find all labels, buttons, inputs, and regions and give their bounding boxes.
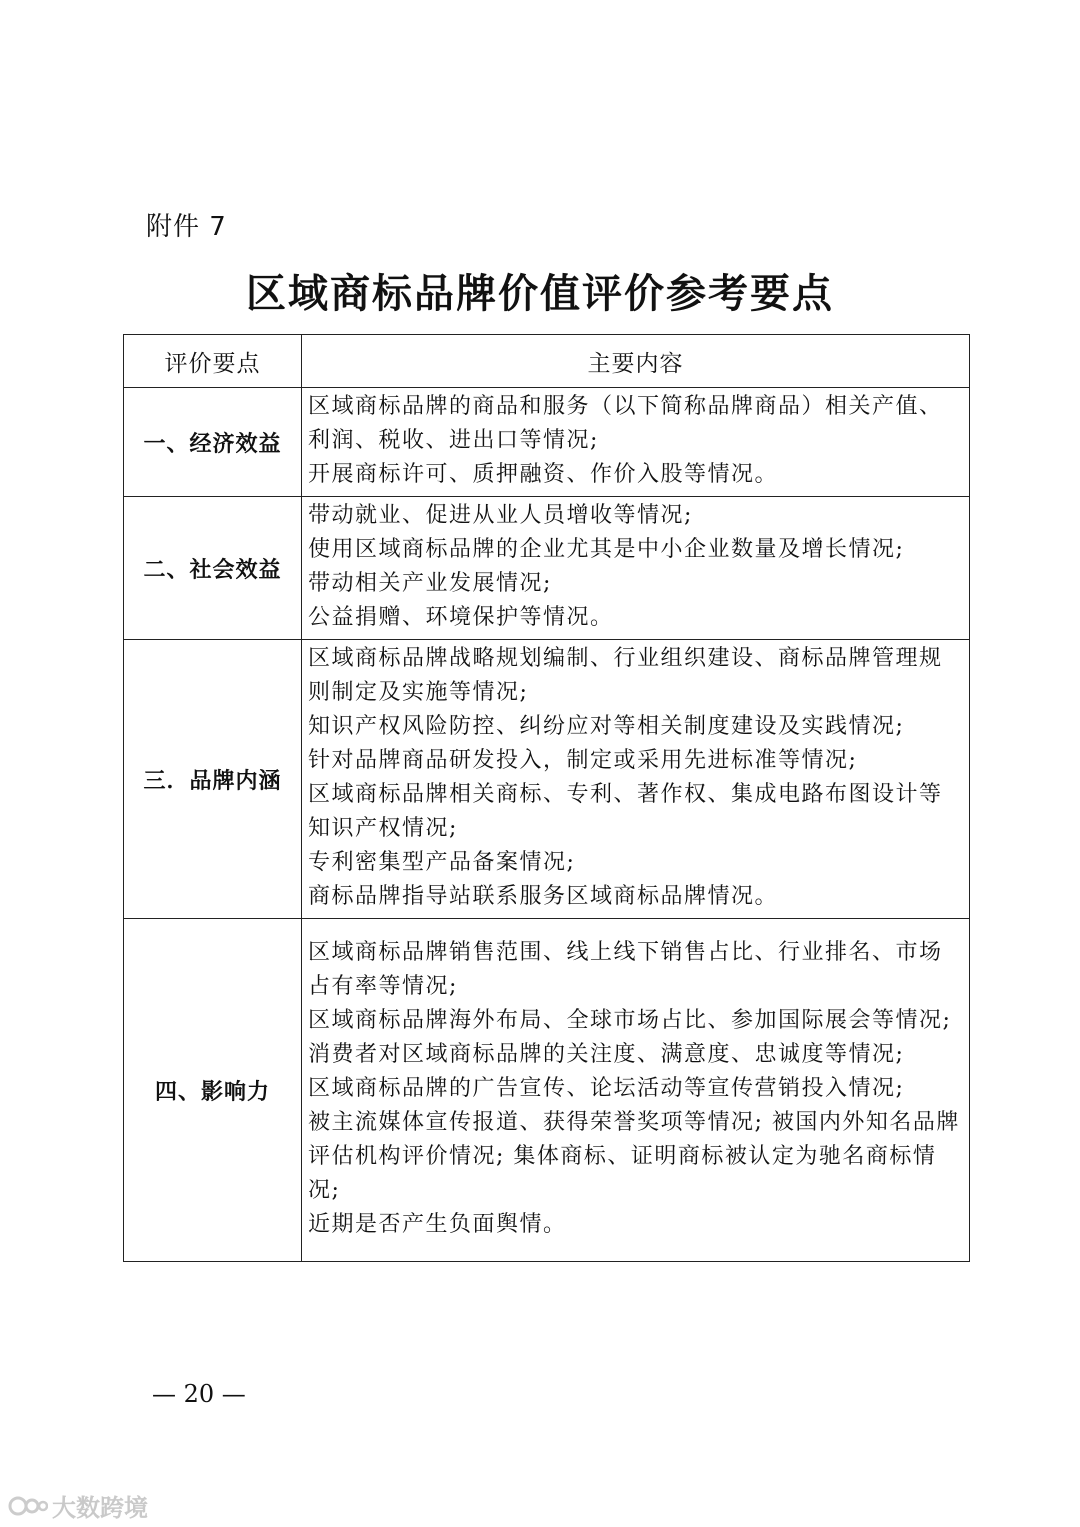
row-point-influence: 四、影响力: [124, 919, 302, 1262]
document-title: 区域商标品牌价值评价参考要点: [246, 271, 834, 317]
table-row: [124, 640, 970, 919]
table-header-row: [124, 335, 970, 388]
content-line: 带动相关产业发展情况;: [308, 571, 552, 596]
table-row: [124, 919, 970, 1262]
watermark-logo-icon: [8, 1493, 48, 1519]
content-line: 针对品牌商品研发投入，制定或采用先进标准等情况;: [308, 748, 858, 773]
content-line: 商标品牌指导站联系服务区域商标品牌情况。: [308, 884, 779, 909]
row-content-social: [302, 497, 970, 640]
content-line: 近期是否产生负面舆情。: [308, 1212, 567, 1237]
content-line: 专利密集型产品备案情况;: [308, 850, 576, 875]
content-line: 区域商标品牌的广告宣传、论坛活动等宣传营销投入情况;: [308, 1076, 905, 1101]
row-point-social: 二、社会效益: [124, 497, 302, 640]
row-point-economic: 一、经济效益: [124, 388, 302, 497]
attachment-label: 附件 7: [146, 212, 227, 242]
page-number: — 20 —: [152, 1380, 246, 1408]
content-line: 被主流媒体宣传报道、获得荣誉奖项等情况; 被国内外知名品牌评估机构评价情况; 集体商标、证明商标被认定为驰名商标情况;: [308, 1110, 960, 1203]
watermark-text: 大数跨境: [52, 1494, 148, 1522]
header-main-content: 主要内容: [302, 335, 970, 388]
content-line: 区域商标品牌战略规划编制、行业组织建设、商标品牌管理规则制定及实施等情况;: [308, 646, 943, 705]
content-line: 公益捐赠、环境保护等情况。: [308, 605, 614, 630]
row-content-brand-connotation: [302, 640, 970, 919]
evaluation-table: [123, 334, 970, 1262]
table-row: [124, 497, 970, 640]
content-line: 区域商标品牌相关商标、专利、著作权、集成电路布图设计等知识产权情况;: [308, 782, 943, 841]
content-line: 区域商标品牌海外布局、全球市场占比、参加国际展会等情况;: [308, 1008, 952, 1033]
content-line: 知识产权风险防控、纠纷应对等相关制度建设及实践情况;: [308, 714, 905, 739]
content-line: 消费者对区域商标品牌的关注度、满意度、忠诚度等情况;: [308, 1042, 905, 1067]
row-content-economic: [302, 388, 970, 497]
watermark: [8, 1488, 148, 1523]
content-line: 区域商标品牌的商品和服务（以下简称品牌商品）相关产值、利润、税收、进出口等情况;: [308, 394, 943, 453]
table-row: [124, 388, 970, 497]
content-line: 带动就业、促进从业人员增收等情况;: [308, 503, 693, 528]
content-line: 开展商标许可、质押融资、作价入股等情况。: [308, 462, 779, 487]
content-line: 使用区域商标品牌的企业尤其是中小企业数量及增长情况;: [308, 537, 905, 562]
content-line: 区域商标品牌销售范围、线上线下销售占比、行业排名、市场占有率等情况;: [308, 940, 943, 999]
header-evaluation-point: 评价要点: [124, 335, 302, 388]
row-point-brand-connotation: 三．品牌内涵: [124, 640, 302, 919]
row-content-influence: [302, 919, 970, 1262]
